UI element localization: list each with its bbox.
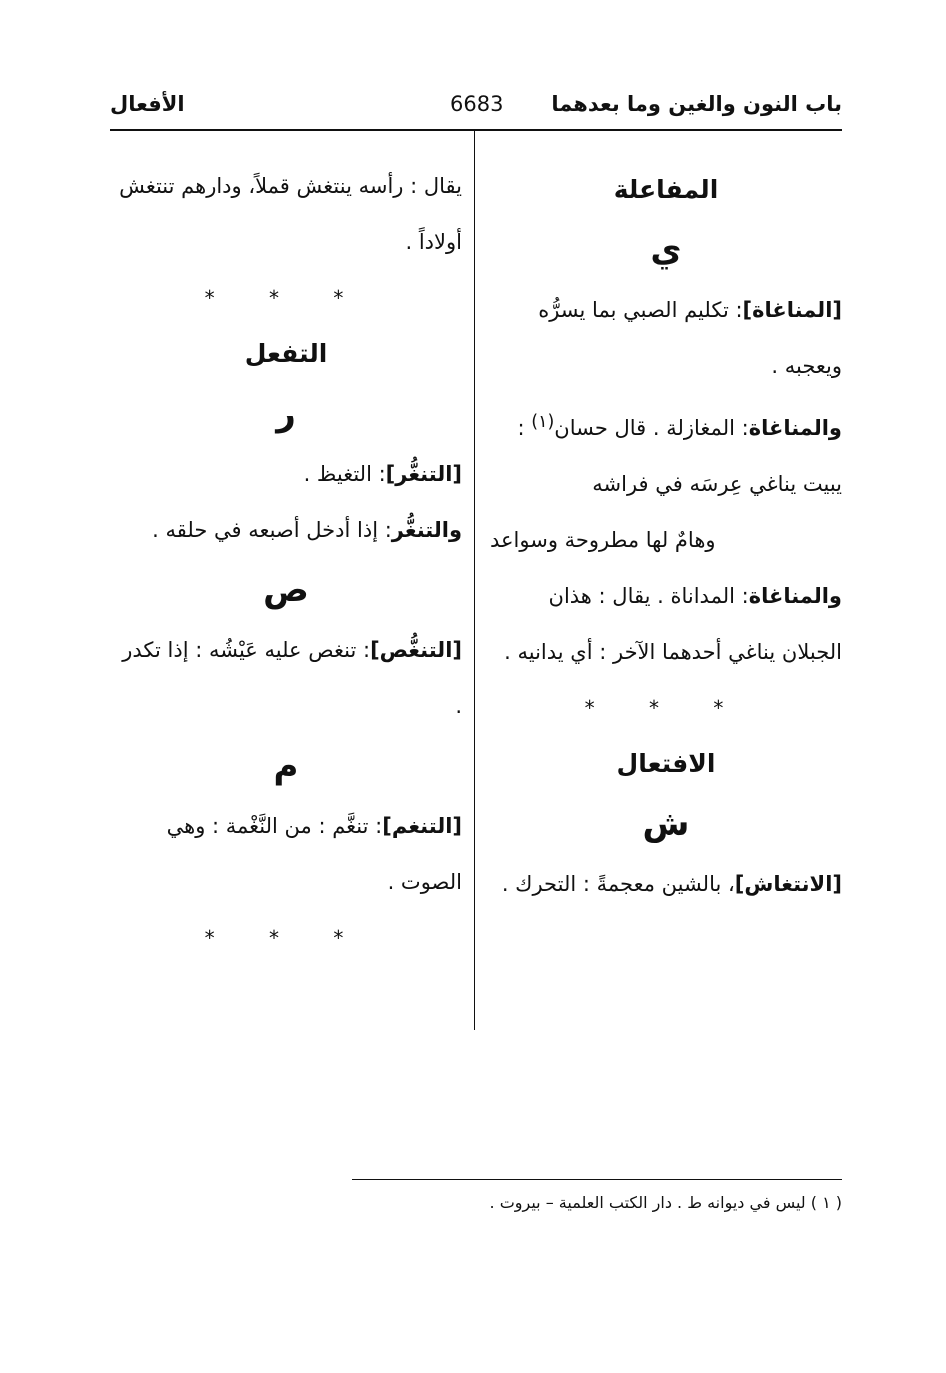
entry-term: والتنغُّر <box>391 518 462 542</box>
section-separator: * * * <box>204 926 368 950</box>
entry-term: [التنغُّص] <box>370 638 462 662</box>
running-header-left: الأفعال <box>110 92 185 116</box>
entry-term: [المناغاة] <box>742 298 842 322</box>
entry-continuation: يقال : رأسه ينتغش قملاً، ودارهم تنتغش أولاداً . <box>119 174 462 254</box>
entry-munaghat-3 <box>490 568 842 680</box>
entry-tanaghghur-1 <box>110 446 462 502</box>
letter-heading-ra: ر <box>276 394 296 434</box>
column-divider <box>474 131 475 1030</box>
entry-intighash <box>490 856 842 912</box>
entry-definition: : التغيظ . <box>303 462 386 486</box>
entry-term: [التنغم] <box>382 814 462 838</box>
entry-term: [الانتغاش] <box>734 872 842 896</box>
entry-definition: : تنغَّم : من النَّغْمة : وهي الصوت . <box>166 814 462 894</box>
footnote-rule <box>352 1179 842 1180</box>
entry-definition: : المغازلة . قال حسان <box>554 416 749 440</box>
section-separator: * * * <box>204 286 368 310</box>
header-rule <box>110 129 842 131</box>
running-header-right: باب النون والغين وما بعدهما <box>551 92 842 116</box>
verse-line-2: وهامٌ لها مطروحة وسواعد <box>490 528 716 552</box>
entry-definition: : إذا أدخل أصبعه في حلقه . <box>152 518 392 542</box>
section-heading-mufaala: المفاعلة <box>613 175 719 204</box>
entry-term: والمناغاة <box>748 416 842 440</box>
page-number: 6683 <box>450 92 504 116</box>
letter-heading-sad: ص <box>263 570 309 610</box>
section-heading-tafaul: التفعل <box>244 339 328 368</box>
footnote-ref: (١) <box>531 412 555 432</box>
entry-tanaghghur-2 <box>110 502 462 558</box>
verse-line-1: يبيت يناغي عِرسَه في فراشه <box>592 472 842 496</box>
entry-definition: : المداناة . يقال : هذان الجبلان يناغي أحدهما الآخر : أي يدانيه . <box>504 584 842 664</box>
entry-definition: ، بالشين معجمةً : التحرك . <box>501 872 735 896</box>
entry-munaghat-2 <box>490 394 842 456</box>
entry-definition: : تنغص عليه عَيْشُه : إذا تكدر . <box>122 638 462 718</box>
entry-definition: : تكليم الصبي بما يسرُّه ويعجبه . <box>538 298 842 378</box>
right-column <box>490 162 842 912</box>
left-column <box>110 158 462 966</box>
letter-heading-shin: ش <box>642 804 690 844</box>
entry-term: والمناغاة <box>748 584 842 608</box>
entry-tanaghghum <box>110 798 462 910</box>
letter-heading-mim: م <box>273 746 299 786</box>
entry-tanaghghus <box>110 622 462 734</box>
footnote: ( ١ ) ليس في ديوانه ط . دار الكتب العلمية – بيروت . <box>489 1193 842 1212</box>
entry-term: [التنغُّر] <box>385 462 462 486</box>
letter-heading-ya: ي <box>650 230 682 270</box>
entry-munaghat-1 <box>490 282 842 394</box>
entry-colon: : <box>517 416 525 440</box>
section-separator: * * * <box>584 696 748 720</box>
section-heading-iftiaal: الافتعال <box>616 749 716 778</box>
